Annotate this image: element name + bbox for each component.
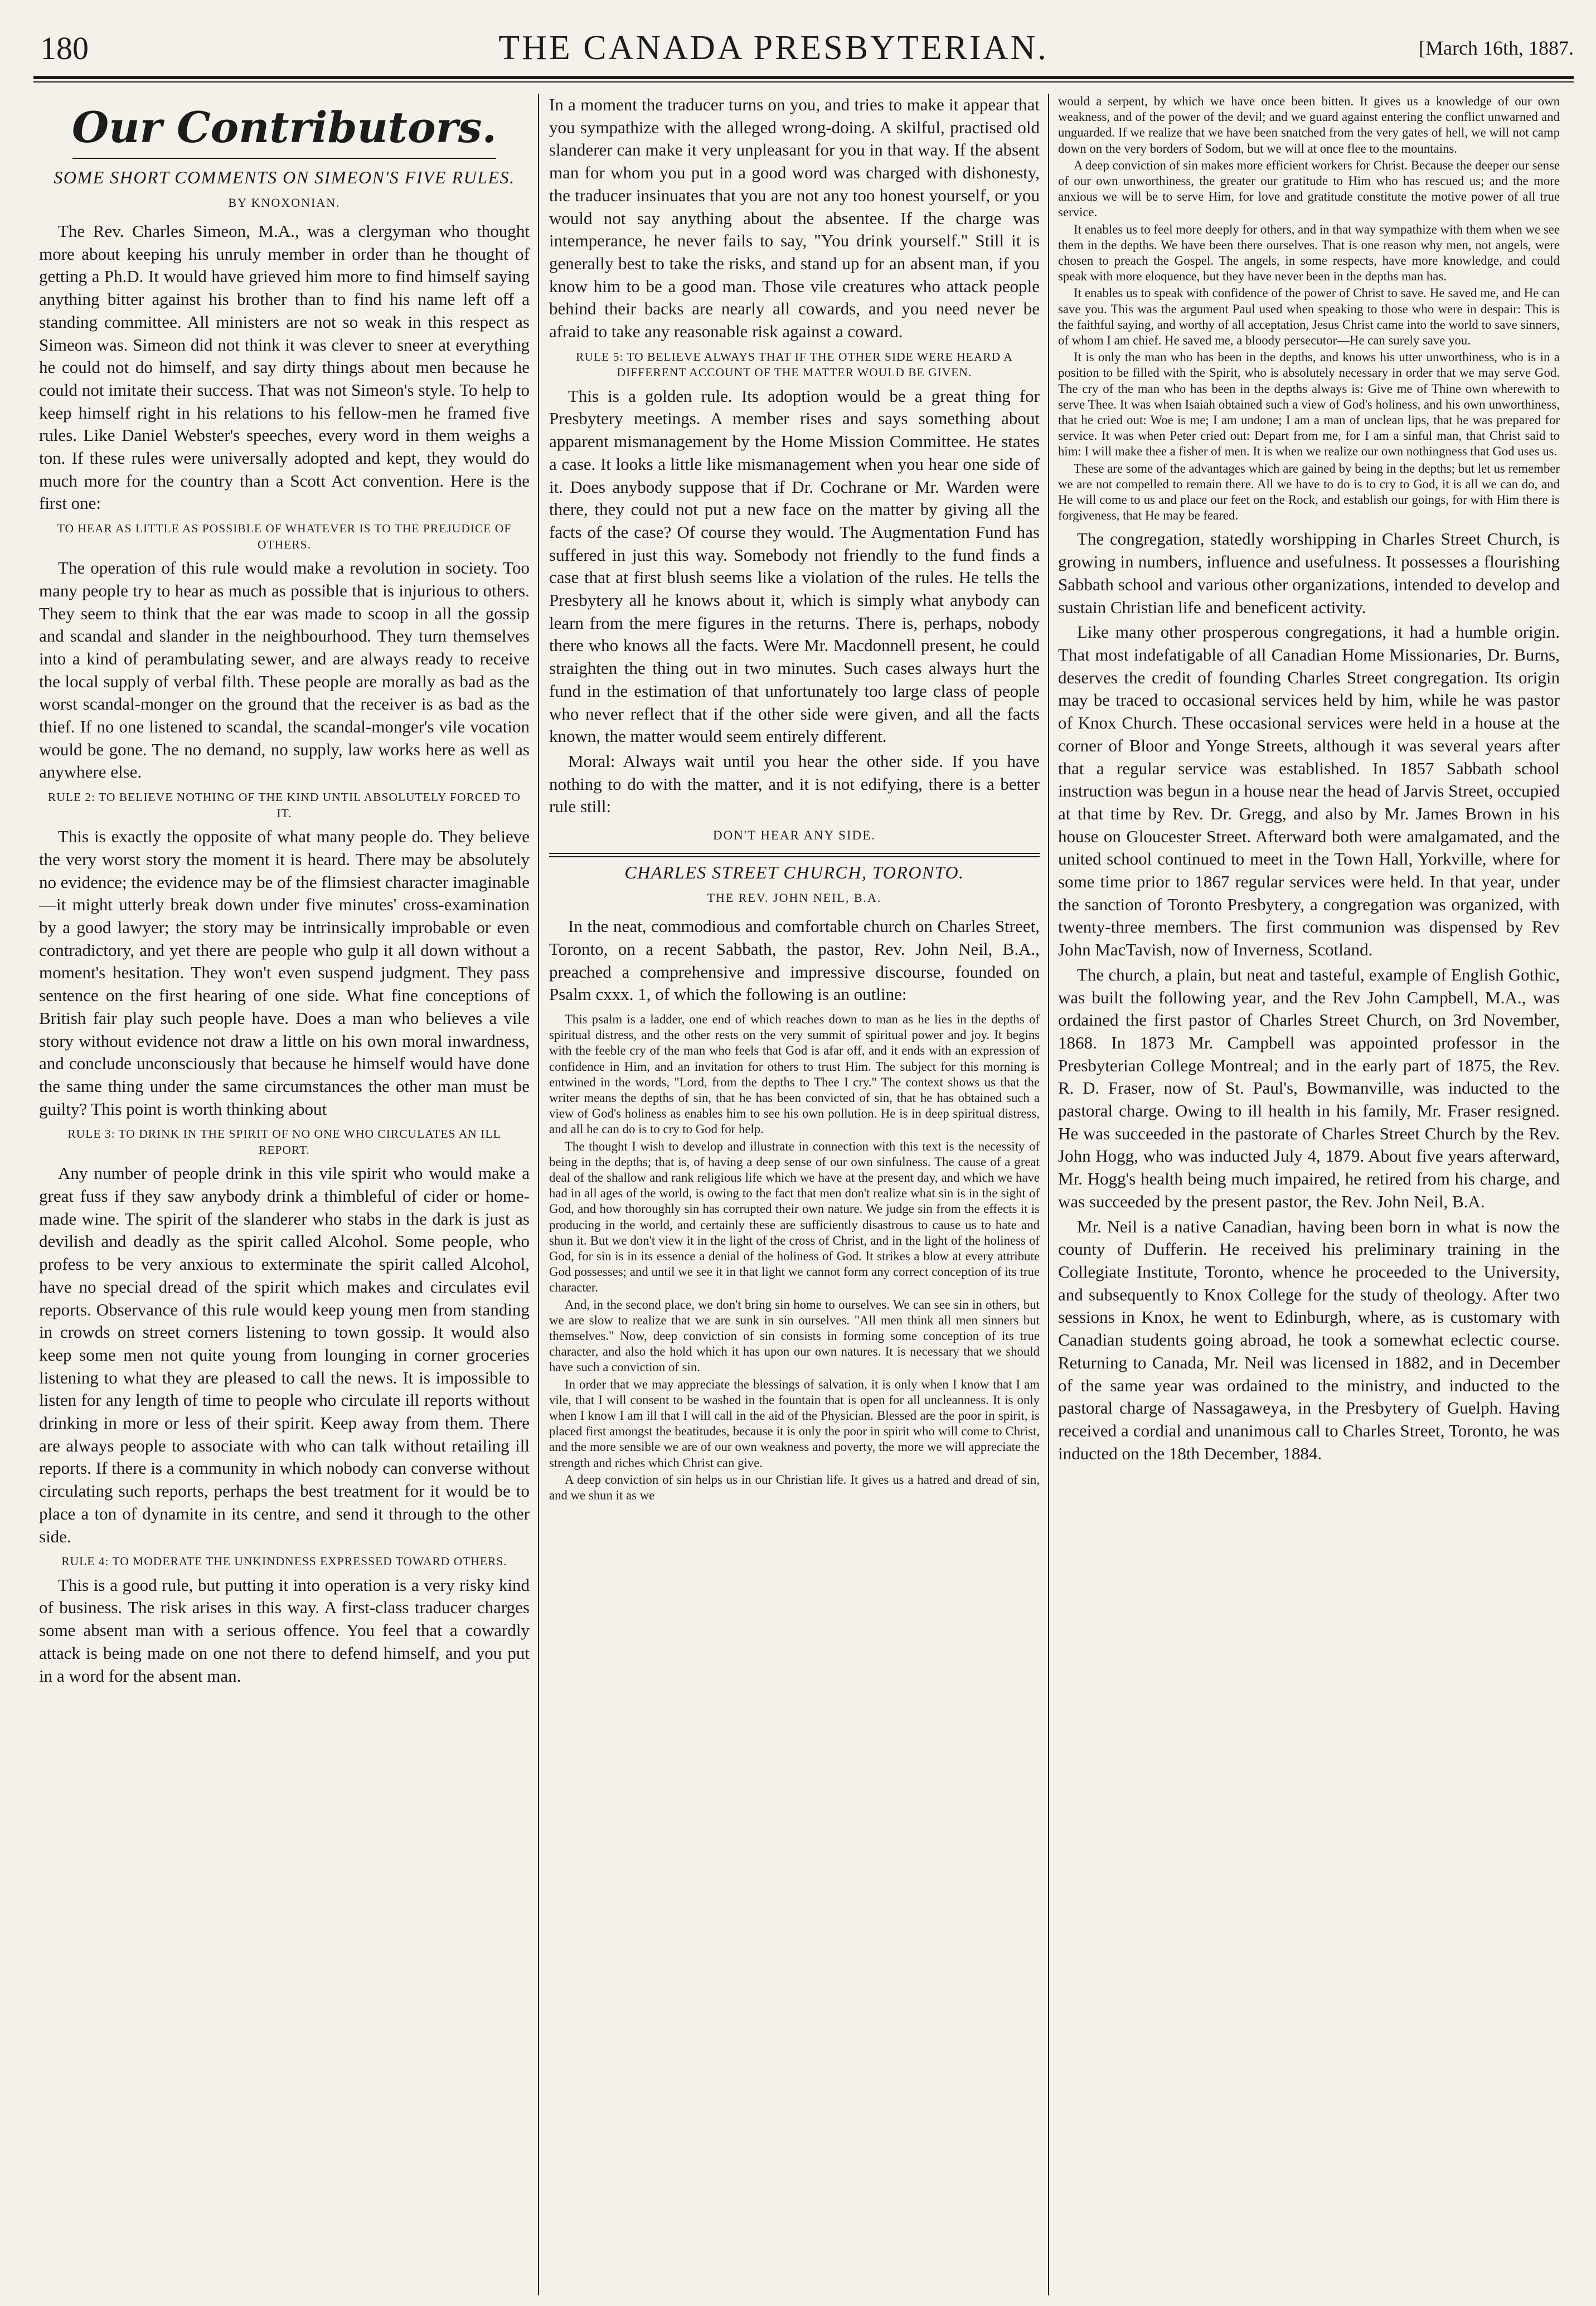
page-number: 180 [40,30,89,66]
paragraph: Like many other prosperous congregations, it had a humble origin. That most indefatigable of all Canadian Home Missionaries, Dr. Burns, deserves the credit of founding Charles Street congregation. Its origin may be traced to occasional services held by him, while he was pastor of Knox Church. These occasional services were held in a house at the corner of Bloor and Yonge Streets, although it was several years after that a regular service was established. In 1857 Sabbath school instruction was begun in a house near the head of Jarvis Street, occupied at that time by Rev. Dr. Gregg, and also by Mr. James Brown in his house on Gloucester Street. Afterward both were amalgamated, and the united school continued to meet in the Town Hall, Yorkville, where for some time prior to 1867 regular services were held. In that year, under the sanction of Toronto Presbytery, a congregation was organized, with twenty-three members. The first communion was dispensed by Rev John MacTavish, now of Inverness, Scotland. [1058,622,1560,960]
paragraph: The church, a plain, but neat and tasteful, example of English Gothic, was built the following year, and the Rev John Campbell, M.A., was ordained the first pastor of Charles Street Church, on 3rd November, 1868. In 1873 Mr. Campbell was appointed professor in the Presbyterian College Montreal; and in the early part of 1875, the Rev. R. D. Fraser, now of St. Paul's, Bowmanville, was inducted to the pastoral charge. Owing to ill health in his family, Mr. Fraser resigned. He was succeeded in the pastorate of Charles Street Church by the Rev. John Hogg, who was inducted July 4, 1879. About five years afterward, Mr. Hogg's health being much impaired, he retired from his charge, and was succeeded by the present pastor, the Rev. John Neil, B.A. [1058,964,1560,1211]
byline: BY KNOXONIAN. [228,196,341,210]
sermon-paragraph: It enables us to speak with confidence of the power of Christ to save. He saved me, and He can save you. This was the argument Paul used when speaking to those who were in despair: This is the faithful saying, and worthy of all acceptation, Jesus Christ came into the world to save sinners, of whom I am chief. He saved me, a bloody persecutor—He can surely save you. [1058,286,1560,348]
header-rule-thick [33,76,1574,79]
rule-heading: RULE 5: TO BELIEVE ALWAYS THAT IF THE OTHER SIDE WERE HEARD A DIFFERENT ACCOUNT OF THE MATTER WOULD BE GIVEN. [576,349,1013,380]
sermon-paragraph: A deep conviction of sin helps us in our Christian life. It gives us a hatred and dread of sin, and we shun it as we [549,1472,1040,1502]
paragraph: In a moment the traducer turns on you, and tries to make it appear that you sympathize with the alleged wrong-doing. A skilful, practised old slanderer can make it very unpleasant for you in that way. If the absent man for whom you put in a good word was charged with dishonesty, the traducer insinuates that you are not any too honest yourself, or you would not say anything about the absentee. If the charge was intemperance, he never fails to say, "You drink yourself." Still it is generally best to take the risks, and stand up for an absent man, if you know him to be a good man. Those vile creatures who attack people behind their backs are nearly all cowards, and you need never be afraid to take any reasonable risk against a coward. [549,95,1040,342]
paragraph: The Rev. Charles Simeon, M.A., was a clergyman who thought more about keeping his unruly member in order than he thought of getting a Ph.D. It would have grieved him more to find himself saying anything bitter against his brother than to find his name left off a standing committee. All ministers are not so weak in this respect as Simeon was. Simeon did not think it was clever to sneer at everything he could not do himself, and say dirty things about men because he could not imitate their success. That was not Simeon's style. To help to keep himself right in his relations to his fellow-men he framed five rules. Like Daniel Webster's speeches, every word in them weighs a ton. If these rules were universally adopted and kept, they would do much more for the country than a Scott Act convention. Here is the first one: [39,221,530,513]
paragraph: This is a good rule, but putting it into operation is a very risky kind of business. The risk arises in this way. A first-class traducer charges some absent man with a serious offence. You feel that a cowardly attack is being made on one not there to defend himself, and you put in a word for the absent man. [39,1575,530,1686]
paragraph: Any number of people drink in this vile spirit who would make a great fuss if they saw anybody drink a thimbleful of cider or home-made wine. The spirit of the slanderer who stabs in the dark is just as devilish and deadly as the spirit called Alcohol. Some people, who profess to be very anxious to exterminate the spirit called Alcohol, have no special dread of the spirit which makes and circulates evil reports. Observance of this rule would keep young men from standing in crowds on street corners listening to town gossip. It would also keep some men not quite young from lounging in corner groceries listening to what they are pleased to call the news. It is impossible to listen for any length of time to people who circulate ill reports without drinking in more or less of their spirit. Keep away from them. There are always people to associate with who can talk without retailing ill reports. If there is a community in which nobody can converse without circulating such reports, perhaps the best treatment for it would be to place a ton of dynamite in its centre, and send it through to the other side. [39,1163,530,1546]
rule-heading: TO HEAR AS LITTLE AS POSSIBLE OF WHATEVER IS TO THE PREJUDICE OF OTHERS. [57,522,512,551]
sermon-paragraph: And, in the second place, we don't bring sin home to ourselves. We can see sin in others, but we are slow to realize that we are sunk in sin ourselves. "All men think all men sinners but themselves." Now, deep conviction of sin consists in forming some conception of its true character, and also the hold which it has upon our own natures. It is necessary that we should have such a conviction of sin. [549,1297,1040,1375]
paragraph: Mr. Neil is a native Canadian, having been born in what is now the county of Dufferin. He received his preliminary training in the Collegiate Institute, Toronto, whence he proceeded to the University, and subsequently to Knox College for the study of theology. After two sessions in Knox, he went to Edinburgh, where, as is customary with Canadian students going abroad, he took a somewhat eclectic course. Returning to Canada, Mr. Neil was licensed in 1882, and in December of the same year was ordained to the ministry, and inducted to the pastoral charge of Nassagaweya, in the Presbytery of Guelph. Having received a cordial and unanimous call to Charles Street, Toronto, he was inducted on the 18th December, 1884. [1058,1216,1560,1463]
paragraph: This is exactly the opposite of what many people do. They believe the very worst story the moment it is heard. There may be absolutely no evidence; the evidence may be of the flimsiest character imaginable—it might utterly break down under five minutes' cross-examination by a good lawyer; the story may be intrinsically improbable or even contradictory, and yet there are people who gulp it all down without a moment's hesitation. They won't even suspend judgment. They pass sentence on the first hearing of one side. What fine conceptions of British fair play such people have. Does a man who believes a vile story without evidence not draw a little on his own moral inwardness, and conclude unconsciously that because he himself would have done the same thing under the same circumstances the other man must be guilty? This point is worth thinking about [39,827,530,1119]
sermon-paragraph: would a serpent, by which we have once been bitten. It gives us a knowledge of our own weakness, and of the power of the devil; and we guard against entering the conflict unwarned and unguarded. If we realize that we have been snatched from the very gates of hell, we will not camp down on the very borders of Sodom, but we will at once flee to the mountains. [1058,94,1560,156]
header-rule-thin [33,81,1574,82]
article-title: CHARLES STREET CHURCH, TORONTO. [624,862,964,883]
column-2 [549,94,1040,2295]
article-divider [549,856,1040,857]
sermon-paragraph: The thought I wish to develop and illustrate in connection with this text is the necessity of being in the depths; that is, of having a deep sense of our own sinfulness. The cause of a great deal of the shallow and rank religious life which we have at the present day, and which we have had in all ages of the world, is owing to the fact that men don't realize what sin is in the sight of God, and how thoroughly sin has corrupted their own nature. We judge sin from the effects it is producing in the world, and certainly these are sufficiently disastrous to cause us to hate and shun it. But we don't view it in the light of the cross of Christ, and in the light of the holiness of God, for sin is in its essence a denial of the holiness of God. It strikes a blow at every attribute God possesses; and until we see it in that light we cannot form any correct conception of its true character. [549,1139,1040,1295]
sermon-paragraph: This psalm is a ladder, one end of which reaches down to man as he lies in the depths of spiritual distress, and the other rests on the very summit of spiritual power and joy. It begins with the feeble cry of the man who feels that God is afar off, and it ends with an expression of confidence in Him, and an invitation for others to trust Him. The subject for this morning is entwined in the words, "Lord, from the depths to Thee I cry." The context shows us that the writer means the depths of sin, that he has been convicted of sin, that he has obtained such a view of God's holiness as enables him to see his own pollution. He is in deep spiritual distress, and all he can do is to cry to God for help. [549,1012,1040,1137]
paragraph: Moral: Always wait until you hear the other side. If you have nothing to do with the matter, and it is not edifying, there is a better rule still: [549,751,1040,817]
motto: DON'T HEAR ANY SIDE. [712,828,876,843]
issue-date: [March 16th, 1887. [1419,37,1574,59]
article-divider [549,853,1040,854]
byline: THE REV. JOHN NEIL, B.A. [707,891,882,905]
section-title: Our Contributors. [72,103,497,152]
column-1 [39,94,530,2295]
column-3 [1058,94,1560,2295]
sermon-paragraph: These are some of the advantages which are gained by being in the depths; but let us remember we are not compelled to remain there. All we have to do is to cry to God, it is all we can do, and He will come to us and place our feet on the Rock, and establish our goings, for with Him there is forgiveness, that He may be feared. [1058,461,1560,523]
sermon-paragraph: It enables us to feel more deeply for others, and in that way sympathize with them when we see them in the depths. We have been there ourselves. That is one reason why men, not angels, were chosen to preach the Gospel. The angels, in some respects, have more knowledge, and could speak with more eloquence, but they have never been in the depths man has. [1058,222,1560,284]
masthead: THE CANADA PRESBYTERIAN. [498,28,1049,67]
sermon-paragraph: In order that we may appreciate the blessings of salvation, it is only when I know that I am vile, that I will consent to be washed in the fountain that is open for all uncleanness. It is only when I know I am ill that I will call in the aid of the Physician. Blessed are the poor in spirit, is placed first amongst the beatitudes, because it is only the poor in spirit who will come to Christ, and the more sensible we are of our own weakness and poverty, the more we will appreciate the strength and riches which Christ can give. [549,1377,1040,1470]
article-title: SOME SHORT COMMENTS ON SIMEON'S FIVE RULES. [54,167,515,187]
rule-heading: RULE 3: TO DRINK IN THE SPIRIT OF NO ONE WHO CIRCULATES AN ILL REPORT. [67,1127,501,1157]
sermon-paragraph: A deep conviction of sin makes more efficient workers for Christ. Because the deeper our sense of our own unworthiness, the greater our gratitude to Him who has rescued us; and the more anxious we will be to serve Him, for love and gratitude constitute the motive power of all true service. [1058,158,1560,220]
paragraph: The congregation, statedly worshipping in Charles Street Church, is growing in numbers, influence and usefulness. It possesses a flourishing Sabbath school and various other organizations, intended to develop and sustain Christian life and beneficent activity. [1058,529,1560,617]
column-divider [538,94,539,2295]
column-divider [1048,94,1049,2295]
rule-heading: RULE 2: TO BELIEVE NOTHING OF THE KIND UNTIL ABSOLUTELY FORCED TO IT. [47,790,521,820]
paragraph: The operation of this rule would make a revolution in society. Too many people try to hear as much as possible that is injurious to others. They seem to think that the ear was made to scoop in all the gossip and scandal and slander in the neighbourhood. They turn themselves into a kind of perambulating sewer, and are always ready to receive the local supply of verbal filth. These people are morally as bad as the worst scandal-monger on the ground that the receiver is as bad as the thief. If no one listened to scandal, the scandal-monger's vile vocation would be gone. The no demand, no supply, law works here as well as anywhere else. [39,558,530,782]
title-rule [72,158,496,159]
sermon-paragraph: It is only the man who has been in the depths, and knows his utter unworthiness, who is in a position to be filled with the Spirit, who is absolutely necessary in order that we may serve God. The cry of the man who has been in the depths always is: Give me of Thine own wherewith to serve Thee. It was when Isaiah obtained such a view of God's holiness, and his own unworthiness, that he cried out: Woe is me; I am undone; I am a man of unclean lips, that he was prepared for service. It was when Peter cried out: Depart from me, for I am a sinful man, that Christ said to him: I will make thee a fisher of men. It is when we realize our own nothingness that God uses us. [1058,350,1560,459]
paragraph: In the neat, commodious and comfortable church on Charles Street, Toronto, on a recent Sabbath, the pastor, Rev. John Neil, B.A., preached a comprehensive and impressive discourse, founded on Psalm cxxx. 1, of which the following is an outline: [549,916,1040,1004]
paragraph: This is a golden rule. Its adoption would be a great thing for Presbytery meetings. A member rises and says something about apparent mismanagement by the Home Mission Committee. He states a case. It looks a little like mismanagement when you hear one side of it. Does anybody suppose that if Dr. Cochrane or Mr. Warden were there, they could not put a new face on the matter by giving all the facts of the case? Of course they would. The Augmentation Fund has suffered in just this way. Somebody not friendly to the fund finds a case that at first blush seems like a violation of the rules. He tells the Presbytery all he knows about it, which is simply what anybody can learn from the mere figures in the returns. There is, perhaps, nobody there who knows all the facts. Were Mr. Macdonnell present, he could straighten the thing out in two minutes. Such cases always hurt the fund in the estimation of that unfortunately too large class of people who never reflect that if the other side were given, and all the facts known, the matter would seem entirely different. [549,386,1040,746]
page-header [40,21,1574,75]
rule-heading: RULE 4: TO MODERATE THE UNKINDNESS EXPRESSED TOWARD OTHERS. [61,1555,507,1569]
